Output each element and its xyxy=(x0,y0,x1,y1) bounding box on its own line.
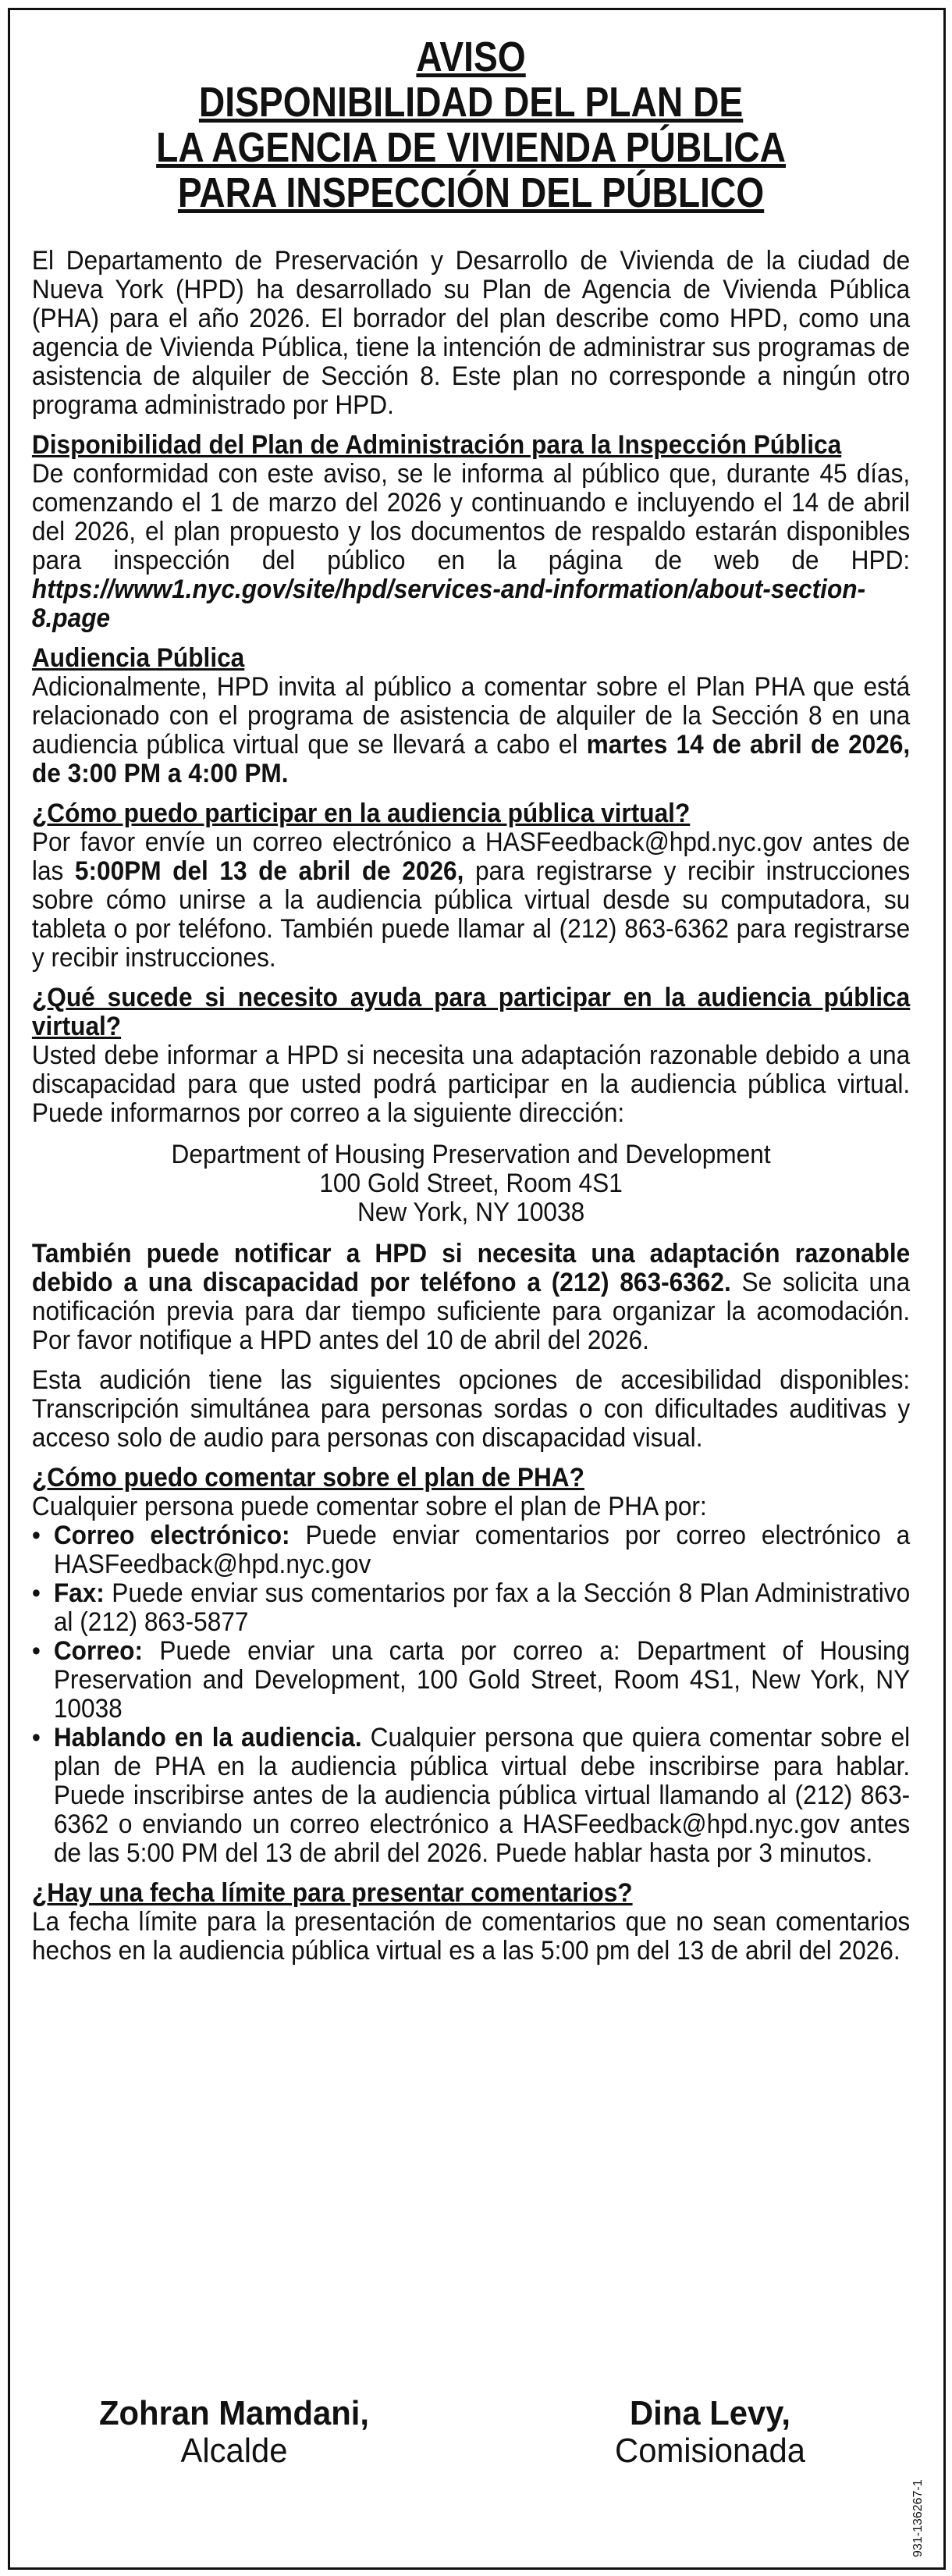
address-line-2: 100 Gold Street, Room 4S1 xyxy=(319,1169,623,1198)
method-label: Hablando en la audiencia. xyxy=(53,1723,362,1752)
registration-deadline: 5:00PM del 13 de abril de 2026, xyxy=(74,856,464,886)
mayor-signature xyxy=(79,2395,390,2470)
comment-heading: ¿Cómo puedo comentar sobre el plan de PHA? xyxy=(31,1463,584,1493)
deadline-paragraph: La fecha límite para la presentación de comentarios que no sean comentarios hechos en la audiencia pública virtual es a las 5:00 pm del 13 de abril del 2026. xyxy=(31,1907,911,1966)
mayor-name: Zohran Mamdani, xyxy=(98,2394,370,2432)
intro-paragraph: El Departamento de Preservación y Desarrollo de Vivienda de la ciudad de Nueva York (HPD) ha desarrollado su Plan de Agencia de Vivienda Pública (PHA) para el año 2026. El borrador del plan describe como HPD, como una agencia de Vivienda Pública, tiene la intención de administrar sus programas de asistencia de alquiler de Sección 8. Este plan no corresponde a ningún otro programa administrado por HPD. xyxy=(31,246,911,420)
list-item xyxy=(32,1724,910,1868)
list-item xyxy=(32,1637,910,1724)
method-label: Correo: xyxy=(53,1636,144,1666)
list-item xyxy=(32,1521,910,1579)
help-paragraph: Usted debe informar a HPD si necesita una adaptación razonable debido a una discapacidad para que usted podrá participar en la audiencia pública virtual. Puede informarnos por correo a la siguiente dirección: xyxy=(31,1041,911,1128)
availability-body: De conformidad con este aviso, se le informa al público que, durante 45 días, comenzando el 1 de marzo del 2026 y continuando e incluyendo el 14 de abril del 2026, el plan propuesto y los documentos de respaldo estarán disponibles para inspección del público en la página de web de HPD: xyxy=(31,459,911,575)
availability-heading: Disponibilidad del Plan de Administración para la Inspección Pública xyxy=(31,430,842,460)
participate-body-1: Por favor envíe un correo electrónico a HASFeedback@hpd.nyc.gov antes de las xyxy=(31,827,911,886)
comment-intro: Cualquier persona puede comentar sobre el plan de PHA por: xyxy=(31,1492,707,1521)
mailing-address xyxy=(32,1140,910,1227)
method-text: Puede enviar sus comentarios por fax a la Sección 8 Plan Administrativo al (212) 863-5877 xyxy=(53,1578,911,1637)
method-text: Puede enviar comentarios por correo electrónico a HASFeedback@hpd.nyc.gov xyxy=(53,1521,911,1579)
hearing-date: martes 14 de abril de 2026, de 3:00 PM a 4:00 PM. xyxy=(31,730,911,788)
method-text: Puede enviar una carta por correo a: Department of Housing Preservation and Development, 100 Gold Street, Room 4S1, New York, NY 10038 xyxy=(53,1636,911,1724)
phone-notice: También puede notificar a HPD si necesita una adaptación razonable debido a una discapacidad por teléfono a (212) 863-6362. xyxy=(31,1239,911,1297)
notice-title xyxy=(67,34,875,215)
address-line-3: New York, NY 10038 xyxy=(357,1197,585,1227)
list-item xyxy=(32,1579,910,1637)
bullet-icon: • xyxy=(31,1723,41,1752)
participate-heading: ¿Cómo puedo participar en la audiencia pública virtual? xyxy=(31,799,691,828)
commissioner-title: Comisionada xyxy=(615,2432,805,2470)
hearing-paragraph xyxy=(32,673,910,788)
hearing-body: Adicionalmente, HPD invita al público a comentar sobre el Plan PHA que está relacionado con el programa de asistencia de alquiler de la Sección 8 en una audiencia pública virtual que se llevará a cabo el xyxy=(31,672,911,760)
ad-code: 931-136267-1 xyxy=(911,2479,925,2557)
title-line-4: PARA INSPECCIÓN DEL PÚBLICO xyxy=(177,169,765,216)
commissioner-name: Dina Levy, xyxy=(629,2394,790,2432)
hpd-section8-link[interactable]: https://www1.nyc.gov/site/hpd/services-and-information/about-section-8.page xyxy=(31,575,866,633)
method-text: Cualquier persona que quiera comentar sobre el plan de PHA en la audiencia pública virtual debe inscribirse para hablar. Puede inscribirse antes de la audiencia pública virtual llamando al (212) 863-6362 o enviando un correo electrónico a HASFeedback@hpd.nyc.gov antes de las 5:00 PM del 13 de abril del 2026. Puede hablar hasta por 3 minutos. xyxy=(53,1723,911,1868)
mayor-title: Alcalde xyxy=(180,2432,288,2470)
deadline-heading: ¿Hay una fecha límite para presentar comentarios? xyxy=(31,1878,633,1908)
title-line-1: AVISO xyxy=(416,34,526,80)
title-line-3: LA AGENCIA DE VIVIENDA PÚBLICA xyxy=(156,124,787,171)
hearing-heading: Audiencia Pública xyxy=(31,643,245,673)
commissioner-signature xyxy=(555,2395,866,2470)
participate-paragraph xyxy=(32,828,910,973)
participate-body-2: para registrarse y recibir instrucciones sobre cómo unirse a la audiencia pública virtual desde su computadora, su tableta o por teléfono. También puede llamar al (212) 863-6362 para registrarse y recibir instrucciones. xyxy=(31,856,911,973)
title-line-2: DISPONIBILIDAD DEL PLAN DE xyxy=(198,79,744,126)
phone-notice-rest: Se solicita una notificación previa para dar tiempo suficiente para organizar la acomodación. Por favor notifique a HPD antes del 10 de abril del 2026. xyxy=(31,1268,911,1355)
address-line-1: Department of Housing Preservation and Development xyxy=(171,1140,771,1169)
bullet-icon: • xyxy=(31,1578,41,1608)
phone-paragraph xyxy=(32,1240,910,1355)
accessibility-paragraph: Esta audición tiene las siguientes opciones de accesibilidad disponibles: Transcripción simultánea para personas sordas o con dificultades auditivas y acceso solo de audio para personas con discapacidad visual. xyxy=(31,1365,911,1453)
method-label: Fax: xyxy=(53,1578,105,1608)
bullet-icon: • xyxy=(31,1636,41,1666)
bullet-icon: • xyxy=(31,1521,41,1550)
method-label: Correo electrónico: xyxy=(53,1521,290,1550)
comment-methods-list xyxy=(32,1521,910,1868)
availability-paragraph xyxy=(32,460,910,633)
help-heading: ¿Qué sucede si necesito ayuda para participar en la audiencia pública virtual? xyxy=(31,983,911,1041)
